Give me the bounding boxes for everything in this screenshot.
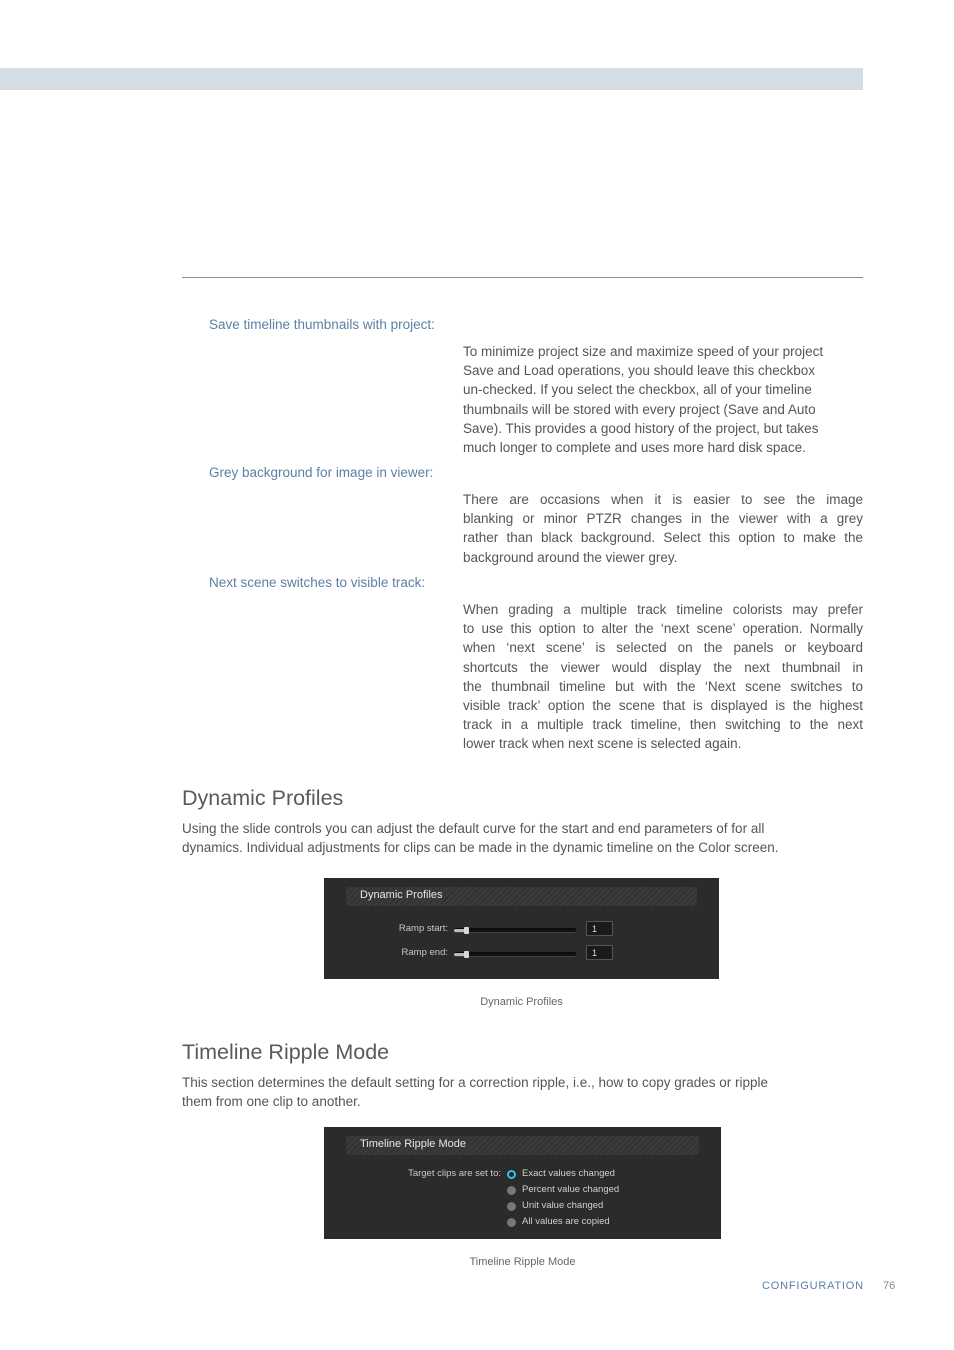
text-line: Save and Load operations, you should leave this checkbox xyxy=(463,363,815,379)
radio-label: All values are copied xyxy=(522,1216,610,1227)
dynamic-profiles-paragraph xyxy=(182,819,863,857)
text-line: To minimize project size and maximize speed of your project xyxy=(463,344,824,359)
text-line: There are occasions when it is easier to see the image xyxy=(463,492,863,507)
option-title-next-scene: Next scene switches to visible track: xyxy=(209,575,426,590)
text-line: Save). This provides a good history of the project, but takes xyxy=(463,420,819,436)
panel-header xyxy=(346,887,697,906)
radio-exact-values[interactable] xyxy=(507,1170,516,1179)
ripple-mode-panel xyxy=(324,1127,721,1239)
panel-title: Dynamic Profiles xyxy=(360,889,443,901)
panel-header xyxy=(346,1136,699,1155)
text-line: thumbnails will be stored with every project (Save and Auto xyxy=(463,401,816,417)
ramp-start-label: Ramp start: xyxy=(398,923,448,934)
figure-caption-ripple-mode: Timeline Ripple Mode xyxy=(469,1256,576,1268)
option-description-next-scene xyxy=(463,600,863,754)
text-line: lower track when next scene is selected again. xyxy=(463,736,742,752)
page-number: 76 xyxy=(883,1280,896,1292)
ripple-mode-paragraph xyxy=(182,1073,863,1111)
radio-all-values[interactable] xyxy=(507,1218,516,1227)
radio-percent-value[interactable] xyxy=(507,1186,516,1195)
text-line: When grading a multiple track timeline colorists may prefer xyxy=(463,602,863,617)
text-line: This section determines the default setting for a correction ripple, i.e., how to copy grades or ripple xyxy=(182,1075,769,1090)
text-line: un-checked. If you select the checkbox, all of your timeline xyxy=(463,382,812,398)
text-line: when ‘next scene’ is selected on the panels or keyboard xyxy=(463,640,863,656)
option-title-save-thumbnails: Save timeline thumbnails with project: xyxy=(209,317,435,332)
text-line: to use this option to alter the ‘next scene’ operation. Normally xyxy=(463,621,863,637)
target-clips-label: Target clips are set to: xyxy=(408,1168,501,1179)
slider-handle[interactable] xyxy=(464,951,469,958)
option-description-grey-background xyxy=(463,490,863,567)
header-band xyxy=(0,68,863,90)
slider-handle[interactable] xyxy=(464,927,469,934)
text-line: background around the viewer grey. xyxy=(463,549,678,565)
text-line: Using the slide controls you can adjust the default curve for the start and end parameters of for all xyxy=(182,821,765,836)
panel-title: Timeline Ripple Mode xyxy=(360,1138,466,1150)
section-heading-ripple-mode: Timeline Ripple Mode xyxy=(182,1040,390,1064)
radio-label: Exact values changed xyxy=(522,1168,615,1179)
text-line: track in a multiple track timeline, then switching to the next xyxy=(463,717,863,733)
text-line: shortcuts the viewer would display the next thumbnail in xyxy=(463,659,863,675)
ramp-end-slider[interactable] xyxy=(454,952,576,957)
figure-caption-dynamic-profiles: Dynamic Profiles xyxy=(480,996,563,1008)
ramp-end-value[interactable]: 1 xyxy=(586,945,613,960)
text-line: dynamics. Individual adjustments for clips can be made in the dynamic timeline on the Color screen. xyxy=(182,840,779,856)
radio-unit-value[interactable] xyxy=(507,1202,516,1211)
ramp-end-label: Ramp end: xyxy=(401,947,448,958)
option-title-grey-background: Grey background for image in viewer: xyxy=(209,465,434,480)
radio-label: Percent value changed xyxy=(522,1184,620,1195)
ramp-start-slider[interactable] xyxy=(454,928,576,933)
dynamic-profiles-panel xyxy=(324,878,719,979)
text-line: rather than black background. Select this option to make the xyxy=(463,530,863,546)
option-description-save-thumbnails xyxy=(463,342,863,457)
text-line: the thumbnail timeline but with the ‘Next scene switches to xyxy=(463,678,863,694)
text-line: much longer to complete and uses more hard disk space. xyxy=(463,440,806,456)
ramp-start-value[interactable]: 1 xyxy=(586,921,613,936)
footer-section-name: CONFIGURATION xyxy=(762,1280,864,1292)
section-heading-dynamic-profiles: Dynamic Profiles xyxy=(182,786,344,810)
radio-label: Unit value changed xyxy=(522,1200,604,1211)
section-divider xyxy=(182,277,863,278)
text-line: visible track’ option the scene that is displayed is the highest xyxy=(463,698,863,714)
text-line: them from one clip to another. xyxy=(182,1094,361,1110)
text-line: blanking or minor PTZR changes in the viewer with a grey xyxy=(463,511,863,527)
